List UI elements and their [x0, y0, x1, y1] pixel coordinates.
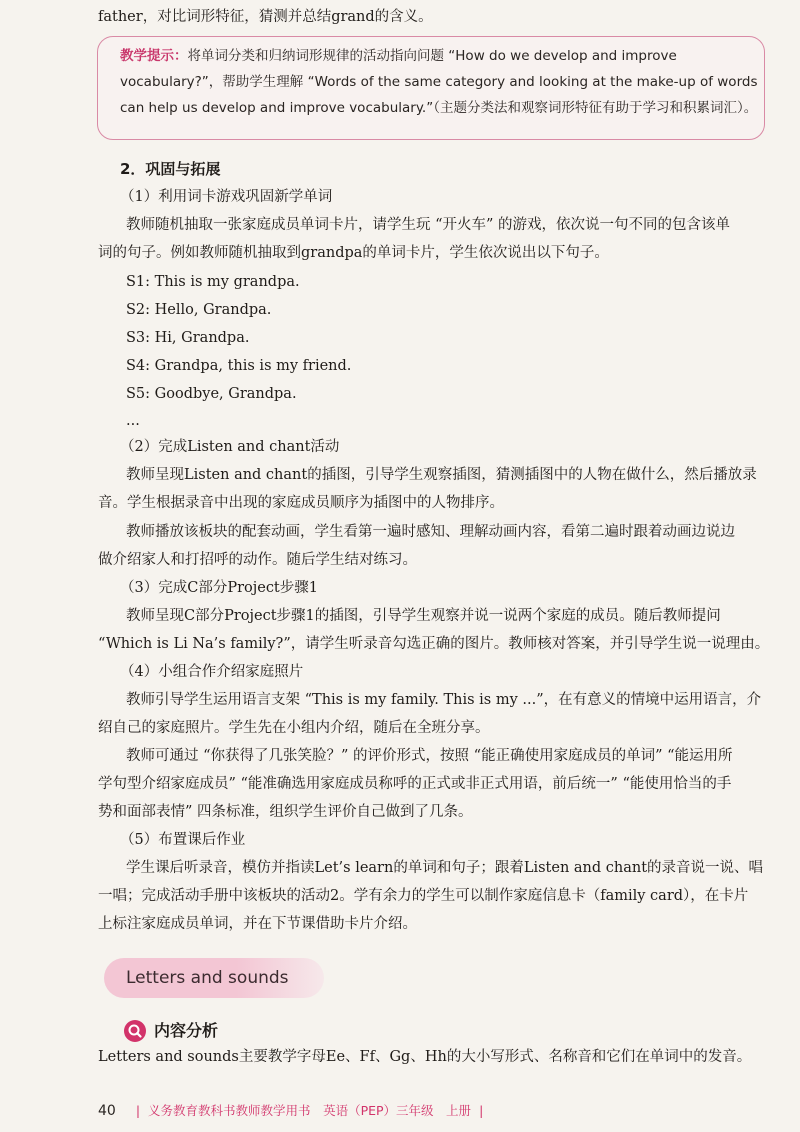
- paragraph-line: 音。学生根据录音中出现的家庭成员顺序为插图中的人物排序。: [98, 495, 504, 511]
- step-5-title: （5）布置课后作业: [120, 832, 246, 848]
- step-1-title: （1）利用词卡游戏巩固新学单词: [120, 189, 333, 205]
- section-banner-title: Letters and sounds: [126, 968, 289, 988]
- teaching-tip-line-1: 教学提示：将单词分类和归纳词形规律的活动指向问题 “How do we develop and improve: [120, 48, 677, 64]
- paragraph-line: 学句型介绍家庭成员” “能准确选用家庭成员称呼的正式或非正式用语，前后统一” “能使用恰当的手: [98, 776, 732, 792]
- page-number: 40: [98, 1103, 116, 1119]
- step-2-title: （2）完成Listen and chant活动: [120, 439, 340, 455]
- dialog-line: S3: Hi, Grandpa.: [126, 330, 250, 346]
- dialog-line: S2: Hello, Grandpa.: [126, 302, 272, 318]
- paragraph-line: 学生课后听录音，模仿并指读Let’s learn的单词和句子；跟着Listen and chant的录音说一说、唱: [126, 860, 764, 876]
- dialog-line: S1: This is my grandpa.: [126, 274, 300, 290]
- dialog-line: S5: Goodbye, Grandpa.: [126, 386, 297, 402]
- book-title: 义务教育教科书教师教学用书: [148, 1103, 311, 1118]
- page-footer: 40 | 义务教育教科书教师教学用书 英语（PEP）三年级 上册 |: [98, 1103, 484, 1119]
- paragraph-line: 教师呈现Listen and chant的插图，引导学生观察插图，猜测插图中的人物在做什么，然后播放录: [126, 467, 757, 483]
- section-title: 2．巩固与拓展: [120, 160, 221, 178]
- teaching-tip-line-3: can help us develop and improve vocabulary.”（主题分类法和观察词形特征有助于学习和积累词汇）。: [120, 100, 758, 116]
- top-line: father，对比词形特征，猜测并总结grand的含义。: [98, 9, 433, 25]
- content-analysis-text: Letters and sounds主要教学字母Ee、Ff、Gg、Hh的大小写形式、名称音和它们在单词中的发音。: [98, 1049, 752, 1065]
- paragraph-line: 教师呈现C部分Project步骤1的插图，引导学生观察并说一说两个家庭的成员。随后教师提问: [126, 608, 721, 624]
- paragraph-line: 绍自己的家庭照片。学生先在小组内介绍，随后在全班分享。: [98, 720, 490, 736]
- teaching-tip-label: 教学提示：: [120, 48, 188, 64]
- paragraph-line: 教师播放该板块的配套动画，学生看第一遍时感知、理解动画内容，看第二遍时跟着动画边说边: [126, 524, 735, 540]
- content-analysis-title: 内容分析: [154, 1021, 219, 1040]
- dialog-line: S4: Grandpa, this is my friend.: [126, 358, 352, 374]
- paragraph-line: 一唱；完成活动手册中该板块的活动2。学有余力的学生可以制作家庭信息卡（family card），在卡片: [98, 888, 749, 904]
- step-4-title: （4）小组合作介绍家庭照片: [120, 664, 304, 680]
- teaching-tip-line-2: vocabulary?”，帮助学生理解 “Words of the same category and looking at the make-up of words: [120, 74, 758, 90]
- paragraph-line: 势和面部表情” 四条标准，组织学生评价自己做到了几条。: [98, 804, 473, 820]
- dialog-line: ...: [126, 413, 140, 429]
- paragraph-line: 教师可通过 “你获得了几张笑脸？” 的评价形式，按照 “能正确使用家庭成员的单词” “能运用所: [126, 748, 733, 764]
- paragraph-line: 教师随机抽取一张家庭成员单词卡片，请学生玩 “开火车” 的游戏，依次说一句不同的包含该单: [126, 217, 731, 233]
- paragraph-line: 上标注家庭成员单词，并在下节课借助卡片介绍。: [98, 916, 417, 932]
- book-subject: 英语（PEP）三年级 上册: [323, 1103, 472, 1118]
- paragraph-line: 做介绍家人和打招呼的动作。随后学生结对练习。: [98, 552, 417, 568]
- paragraph-line: “Which is Li Na’s family?”，请学生听录音勾选正确的图片。教师核对答案，并引导学生说一说理由。: [98, 636, 770, 652]
- search-icon: [124, 1020, 146, 1042]
- paragraph-line: 教师引导学生运用语言支架 “This is my family. This is my ...”，在有意义的情境中运用语言，介: [126, 692, 762, 708]
- step-3-title: （3）完成C部分Project步骤1: [120, 580, 318, 596]
- paragraph-line: 词的句子。例如教师随机抽取到grandpa的单词卡片，学生依次说出以下句子。: [98, 245, 609, 261]
